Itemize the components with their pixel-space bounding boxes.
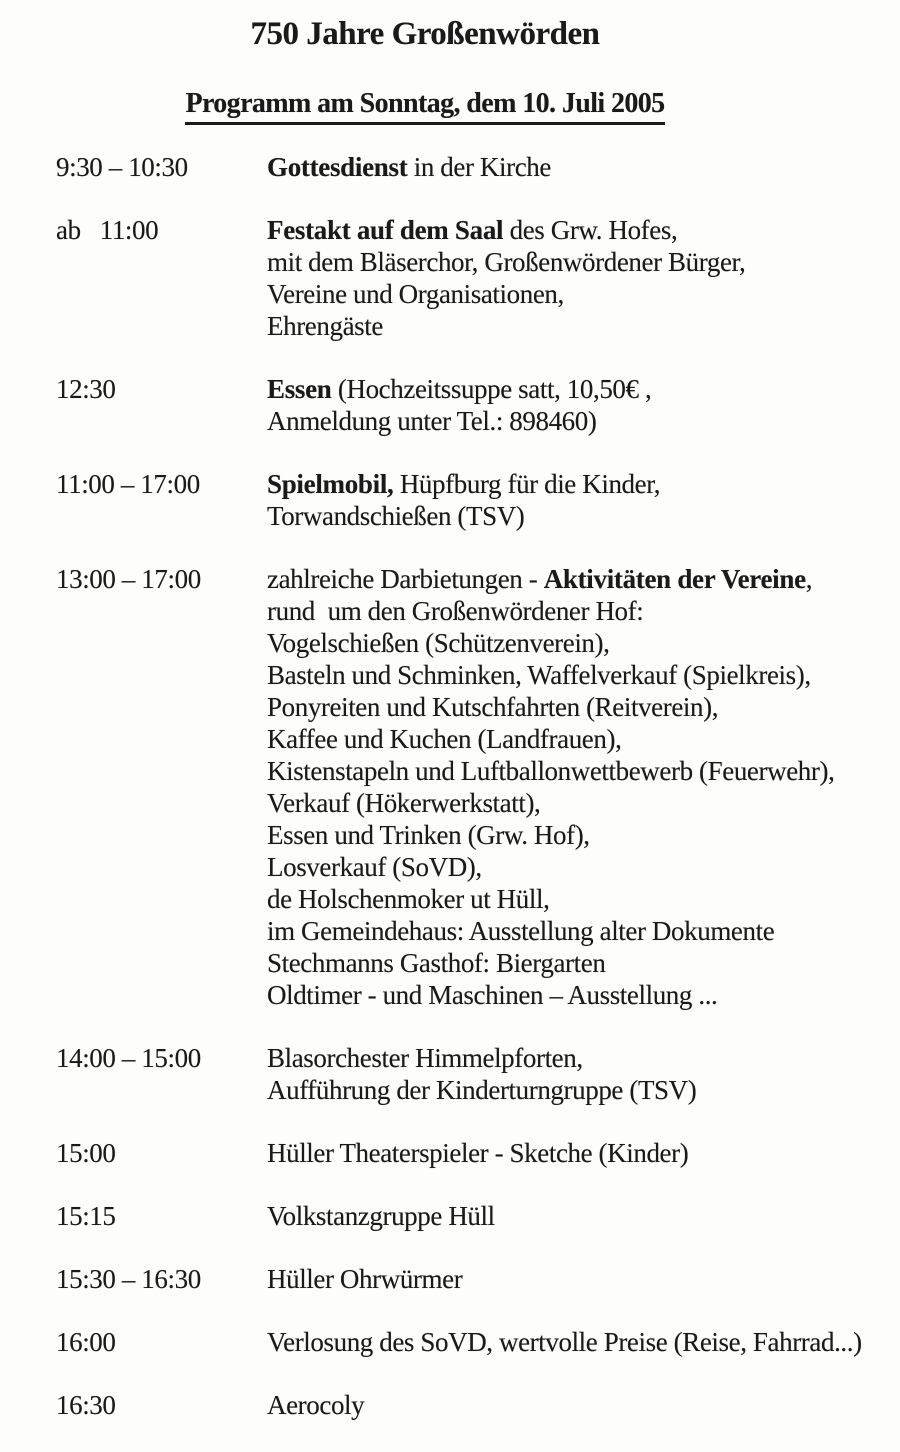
event-description <box>267 373 887 437</box>
event-text: Ponyreiten und Kutschfahrten (Reitverein), <box>267 692 719 722</box>
event-description <box>267 468 887 532</box>
event-description-line <box>267 1389 887 1421</box>
event-text: (Hochzeitssuppe satt, 10,50€ , <box>331 374 652 404</box>
event-description-line <box>267 1200 887 1232</box>
event-text: Essen und Trinken (Grw. Hof), <box>267 820 590 850</box>
schedule-row <box>0 1326 900 1358</box>
event-description-line <box>267 1137 887 1169</box>
event-description-line <box>267 691 887 723</box>
subtitle-container <box>0 89 850 125</box>
schedule <box>0 151 900 1421</box>
event-description <box>267 1326 887 1358</box>
event-description-line <box>267 405 887 437</box>
event-description-line <box>267 595 887 627</box>
event-description-line <box>267 755 887 787</box>
event-text: Verkauf (Hökerwerkstatt), <box>267 788 541 818</box>
event-text: Kaffee und Kuchen (Landfrauen), <box>267 724 622 754</box>
event-description-line <box>267 151 887 183</box>
event-text: im Gemeindehaus: Ausstellung alter Dokumente <box>267 916 775 946</box>
event-description-line <box>267 1042 887 1074</box>
event-time: 15:00 <box>56 1138 116 1168</box>
document-header <box>0 0 850 125</box>
event-time: 15:30 – 16:30 <box>56 1264 201 1294</box>
event-text: Vereine und Organisationen, <box>267 279 564 309</box>
event-description-line <box>267 883 887 915</box>
event-text: Verlosung des SoVD, wertvolle Preise (Reise, Fahrrad...) <box>267 1327 862 1357</box>
event-text: zahlreiche Darbietungen - <box>267 564 544 594</box>
event-emphasis: Gottesdienst <box>267 152 408 182</box>
event-emphasis: Aktivitäten der Vereine <box>543 564 806 594</box>
event-description <box>267 1137 887 1169</box>
event-description-line <box>267 915 887 947</box>
schedule-row <box>0 1042 900 1106</box>
page-title: 750 Jahre Großenwörden <box>250 16 600 52</box>
event-time: 12:30 <box>56 374 116 404</box>
event-text: Aerocoly <box>267 1390 365 1420</box>
event-text: Torwandschießen (TSV) <box>267 501 525 531</box>
event-text: Basteln und Schminken, Waffelverkauf (Spielkreis), <box>267 660 811 690</box>
event-description <box>267 1200 887 1232</box>
event-description-line <box>267 723 887 755</box>
event-time: 13:00 – 17:00 <box>56 564 201 594</box>
event-description <box>267 563 887 1011</box>
event-text: Hüller Theaterspieler - Sketche (Kinder) <box>267 1138 689 1168</box>
event-description <box>267 214 887 342</box>
event-text: Losverkauf (SoVD), <box>267 852 482 882</box>
event-description-line <box>267 659 887 691</box>
event-text: mit dem Bläserchor, Großenwördener Bürger, <box>267 247 746 277</box>
event-text: Hüller Ohrwürmer <box>267 1264 463 1294</box>
event-description-line <box>267 1326 887 1358</box>
event-text: des Grw. Hofes, <box>503 215 678 245</box>
page-subtitle: Programm am Sonntag, dem 10. Juli 2005 <box>185 89 664 125</box>
event-description-line <box>267 1074 887 1106</box>
schedule-row <box>0 1137 900 1169</box>
event-description <box>267 1389 887 1421</box>
event-text: Anmeldung unter Tel.: 898460) <box>267 406 597 436</box>
event-description-line <box>267 500 887 532</box>
event-description-line <box>267 214 887 246</box>
event-description-line <box>267 979 887 1011</box>
event-time: 16:30 <box>56 1390 116 1420</box>
event-description-line <box>267 627 887 659</box>
event-description <box>267 1263 887 1295</box>
event-time: 16:00 <box>56 1327 116 1357</box>
event-description-line <box>267 947 887 979</box>
event-text: Blasorchester Himmelpforten, <box>267 1043 583 1073</box>
schedule-row <box>0 373 900 437</box>
schedule-row <box>0 468 900 532</box>
event-emphasis: Spielmobil, <box>267 469 394 499</box>
event-text: Vogelschießen (Schützenverein), <box>267 628 610 658</box>
event-time: 11:00 – 17:00 <box>56 469 200 499</box>
event-description <box>267 1042 887 1106</box>
event-description-line <box>267 468 887 500</box>
event-description-line <box>267 787 887 819</box>
event-text: Ehrengäste <box>267 311 383 341</box>
event-time: 9:30 – 10:30 <box>56 152 188 182</box>
event-text: Oldtimer - und Maschinen – Ausstellung ... <box>267 980 718 1010</box>
schedule-row <box>0 563 900 1011</box>
event-text: Hüpfburg für die Kinder, <box>393 469 661 499</box>
schedule-row <box>0 151 900 183</box>
event-description-line <box>267 373 887 405</box>
event-text: , <box>805 564 813 594</box>
event-description-line <box>267 246 887 278</box>
event-description-line <box>267 310 887 342</box>
event-text: in der Kirche <box>407 152 551 182</box>
event-time: 14:00 – 15:00 <box>56 1043 201 1073</box>
event-text: rund um den Großenwördener Hof: <box>267 596 644 626</box>
event-time: ab 11:00 <box>56 215 159 245</box>
event-description-line <box>267 819 887 851</box>
event-description-line <box>267 851 887 883</box>
event-text: Volkstanzgruppe Hüll <box>267 1201 495 1231</box>
schedule-row <box>0 1200 900 1232</box>
event-text: Stechmanns Gasthof: Biergarten <box>267 948 606 978</box>
schedule-row <box>0 214 900 342</box>
event-emphasis: Festakt auf dem Saal <box>267 215 504 245</box>
event-emphasis: Essen <box>267 374 332 404</box>
event-text: Aufführung der Kinderturngruppe (TSV) <box>267 1075 697 1105</box>
schedule-row <box>0 1389 900 1421</box>
event-time: 15:15 <box>56 1201 116 1231</box>
event-text: de Holschenmoker ut Hüll, <box>267 884 550 914</box>
event-text: Kistenstapeln und Luftballonwettbewerb (Feuerwehr), <box>267 756 835 786</box>
event-description-line <box>267 1263 887 1295</box>
schedule-row <box>0 1263 900 1295</box>
event-description-line <box>267 278 887 310</box>
event-description-line <box>267 563 887 595</box>
event-description <box>267 151 887 183</box>
